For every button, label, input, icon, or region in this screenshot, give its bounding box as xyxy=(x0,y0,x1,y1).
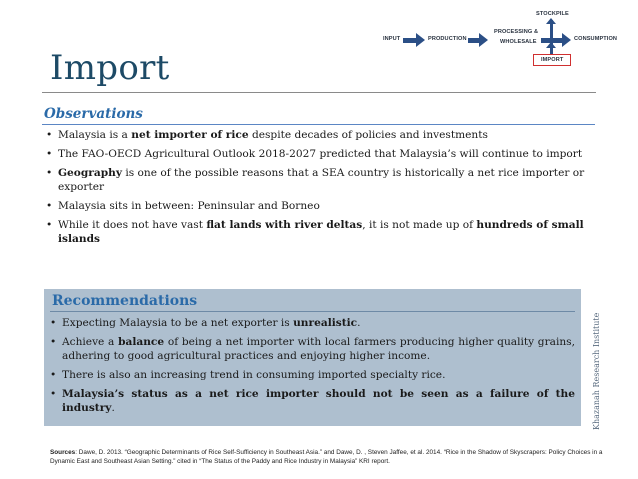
flow-import-arrowhead xyxy=(546,42,556,48)
recommendations-list xyxy=(50,316,575,420)
title-divider xyxy=(42,92,596,93)
flow-import-label: IMPORT xyxy=(541,57,564,63)
recommendations-divider xyxy=(50,311,575,312)
recommendation-item: • Achieve a balance of being a net importer with local farmers producing higher quality grains, adhering to good agricultural practices and enjoying higher income. xyxy=(50,335,575,363)
recommendation-item: • Malaysia’s status as a net rice importer should not be seen as a failure of the industry. xyxy=(50,387,575,415)
flow-consumption-label: CONSUMPTION xyxy=(574,36,618,42)
observation-item: • Geography is one of the possible reasons that a SEA country is historically a net rice importer or exporter xyxy=(46,166,586,194)
observation-item: • The FAO-OECD Agricultural Outlook 2018-2027 predicted that Malaysia’s will continue to import xyxy=(46,147,586,161)
sources-footnote xyxy=(50,448,610,466)
observation-item: • Malaysia sits in between: Peninsular and Borneo xyxy=(46,199,586,213)
page-title: Import xyxy=(50,48,170,88)
institute-side-label: Khazanah Research Institute xyxy=(592,312,601,430)
flow-production-label: PRODUCTION xyxy=(428,36,467,42)
observations-list xyxy=(46,128,586,251)
recommendations-box xyxy=(44,289,581,426)
flow-arrow-1 xyxy=(403,38,417,43)
recommendation-item: • Expecting Malaysia to be a net exporter is unrealistic. xyxy=(50,316,575,330)
sources-text: : Dawe, D. 2013. “Geographic Determinants of Rice Self-Sufficiency in Southeast Asia.” and Dawe, D. , Steven Jaffee, et al. 2014. “Rice in the Shadow of Skyscrapers: Policy Choices in a Dynamic East and Southeast Asian Setting.” cited in “The Status of the Paddy and Rice Industry in Malaysia” KRI report. xyxy=(50,449,603,465)
observation-item: • While it does not have vast flat lands with river deltas, it is not made up of hundreds of small islands xyxy=(46,218,586,246)
observations-divider xyxy=(42,124,595,125)
flow-wholesale-label: WHOLESALE xyxy=(500,39,537,45)
recommendations-heading: Recommendations xyxy=(52,293,198,309)
sources-label: Sources xyxy=(50,449,76,456)
flow-arrowhead-1 xyxy=(416,33,425,47)
flow-input-label: INPUT xyxy=(383,36,401,42)
flow-stockpile-arrowhead xyxy=(546,18,556,24)
recommendation-item: • There is also an increasing trend in consuming imported specialty rice. xyxy=(50,368,575,382)
observations-heading: Observations xyxy=(44,106,143,122)
observation-item: • Malaysia is a net importer of rice despite decades of policies and investments xyxy=(46,128,586,142)
supply-chain-diagram xyxy=(376,6,638,70)
flow-arrowhead-2 xyxy=(479,33,488,47)
flow-stockpile-label: STOCKPILE xyxy=(536,11,569,17)
flow-processing-label: PROCESSING & xyxy=(494,29,539,35)
flow-arrowhead-3 xyxy=(562,33,571,47)
